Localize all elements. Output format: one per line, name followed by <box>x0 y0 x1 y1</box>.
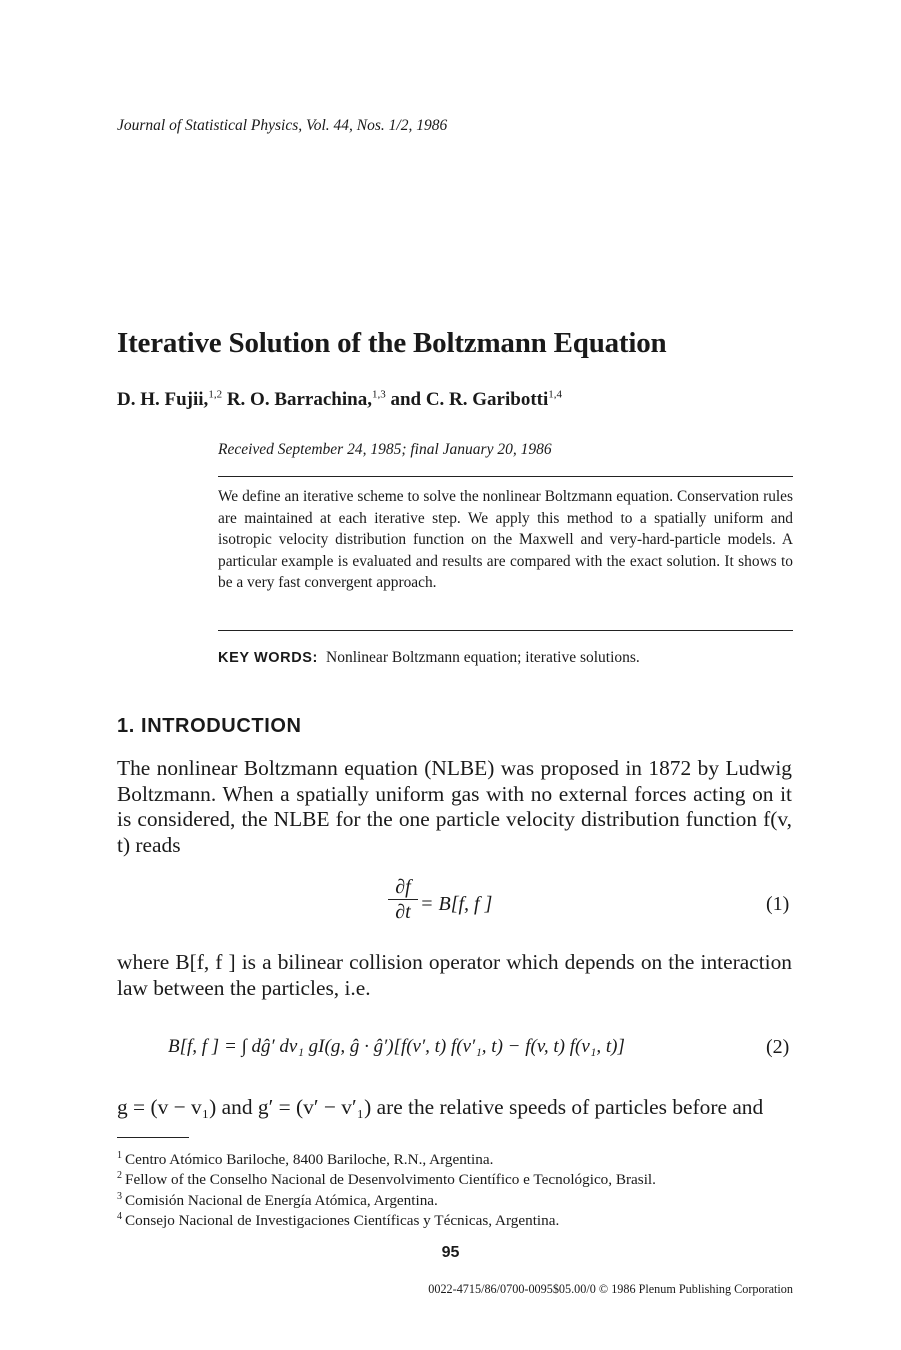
author-name: D. H. Fujii, <box>117 389 209 410</box>
intro-paragraph-1: The nonlinear Boltzmann equation (NLBE) was proposed in 1872 by Ludwig Boltzmann. When a spatially uniform gas with no external forces acting on it is considered, the NLBE for the one particle velocity distribution function f(v, t) reads <box>117 756 792 857</box>
footnote-text: Comisión Nacional de Energía Atómica, Argentina. <box>125 1192 438 1209</box>
author-list <box>117 389 562 411</box>
footnote-text: Fellow of the Conselho Nacional de Desenvolvimento Científico e Tecnológico, Brasil. <box>125 1171 656 1188</box>
abstract: We define an iterative scheme to solve the nonlinear Boltzmann equation. Conservation rules are maintained at each iterative step. We apply this method to a spatially uniform and isotropic velocity distribution function on the Maxwell and very-hard-particle models. A particular example is evaluated and results are compared with the exact solution. It shows to be a very fast convergent approach. <box>218 488 793 592</box>
author-affiliation: 1,2 <box>208 388 223 401</box>
paper-title: Iterative Solution of the Boltzmann Equation <box>117 327 667 359</box>
footnote-rule <box>117 1137 189 1138</box>
footnote-mark: 1 <box>117 1149 122 1161</box>
keywords <box>218 649 640 667</box>
footnote <box>117 1151 493 1169</box>
equation-2-label: (2) <box>766 1036 790 1058</box>
intro-paragraph-2: where B[f, f ] is a bilinear collision operator which depends on the interaction law between the particles, i.e. <box>117 950 792 1000</box>
footnote-mark: 4 <box>117 1210 122 1222</box>
footnote-mark: 3 <box>117 1190 122 1202</box>
section-heading: 1. INTRODUCTION <box>117 715 302 737</box>
eq1-numerator: ∂f <box>395 876 411 898</box>
keywords-text: Nonlinear Boltzmann equation; iterative solutions. <box>326 649 640 666</box>
footnote <box>117 1192 438 1210</box>
received-dates: Received September 24, 1985; final January 20, 1986 <box>218 441 552 458</box>
equation-1-label: (1) <box>766 893 790 915</box>
copyright-line: 0022-4715/86/0700-0095$05.00/0 © 1986 Plenum Publishing Corporation <box>428 1282 793 1296</box>
page-number: 95 <box>441 1244 460 1261</box>
footnote <box>117 1212 559 1230</box>
author-name: R. O. Barrachina, <box>226 389 372 410</box>
eq1-denominator: ∂t <box>395 901 411 923</box>
equation-1-fraction <box>388 877 418 922</box>
abstract-bottom-rule <box>218 630 793 631</box>
abstract-top-rule <box>218 476 793 477</box>
keywords-label: KEY WORDS: <box>218 650 318 666</box>
footnote <box>117 1171 656 1189</box>
author-name: and C. R. Garibotti <box>390 389 549 410</box>
equation-1-rhs: = B[f, f ] <box>420 893 493 915</box>
footnote-text: Centro Atómico Bariloche, 8400 Bariloche, R.N., Argentina. <box>125 1151 494 1168</box>
footnote-text: Consejo Nacional de Investigaciones Científicas y Técnicas, Argentina. <box>125 1212 560 1229</box>
footnote-mark: 2 <box>117 1169 122 1181</box>
fraction-bar <box>388 899 418 900</box>
equation-2: B[f, f ] = ∫ dĝ′ dv₁ gI(g, ĝ · ĝ′)[f(v′, t) f(v′₁, t) − f(v, t) f(v₁, t)] <box>168 1036 625 1057</box>
journal-citation: Journal of Statistical Physics, Vol. 44, Nos. 1/2, 1986 <box>117 117 448 134</box>
intro-paragraph-3: g = (v − v₁) and g′ = (v′ − v′₁) are the relative speeds of particles before and <box>117 1095 764 1119</box>
author-affiliation: 1,3 <box>371 388 386 401</box>
author-affiliation: 1,4 <box>548 388 563 401</box>
